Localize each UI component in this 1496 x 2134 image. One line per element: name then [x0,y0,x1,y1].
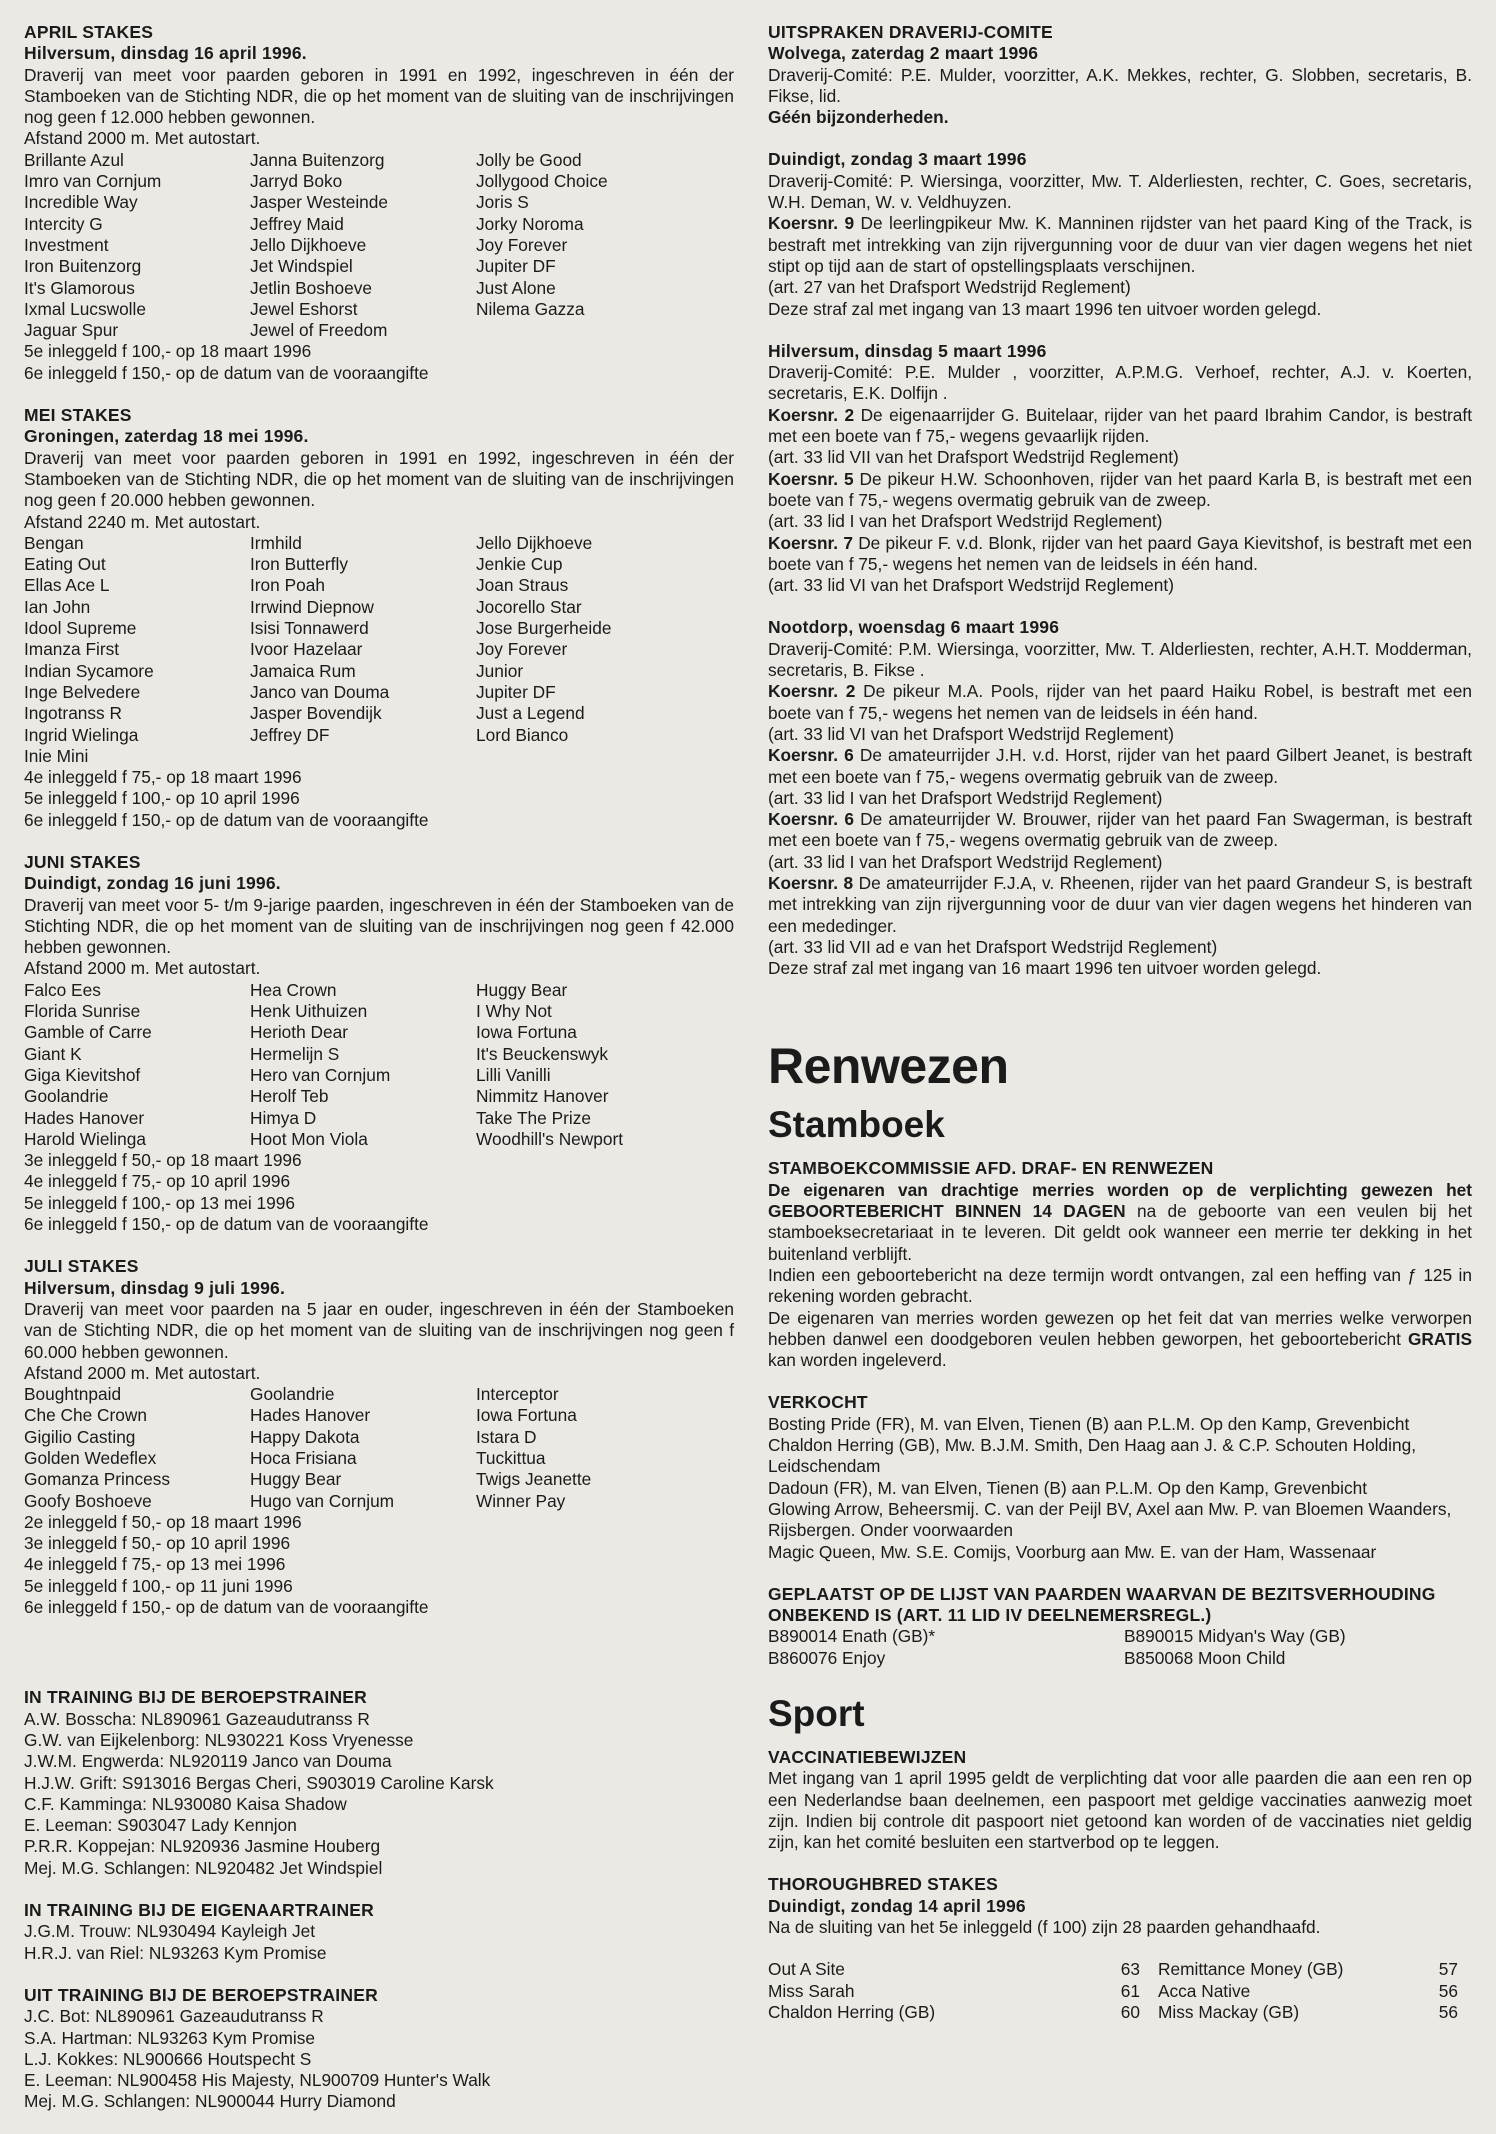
stamboek-heading: Stamboek [768,1104,945,1146]
ruling-number: Koersnr. 8 [768,872,854,893]
ruling-text: De amateurrijder W. Brouwer, rijder van het paard Fan Swagerman, is bestraft met een boete van f 75,- wegens overmatig gebruik van de zweep. [768,809,1473,851]
list-cell: Golden Wedeflex [24,1448,157,1468]
comite-line: Draverij-Comité: P.M. Wiersinga, voorzitter, Mw. T. Alderliesten, rechter, A.H.T. Modderman, secretaris, B. Fikse . [768,638,1472,681]
sold-list [768,1414,1472,1563]
list-cell: Herioth Dear [250,1022,348,1043]
ruling-number: Koersnr. 9 [768,213,855,234]
list-cell: Joy Forever [476,234,568,255]
list-cell: Janna Buitenzorg [250,149,385,170]
list-line: Dadoun (FR), M. van Elven, Tienen (B) aan P.L.M. Op den Kamp, Grevenbicht [768,1477,1368,1498]
ruling-item [768,852,1472,873]
horse-score: 61 [1120,1980,1140,2001]
stamboekcommissie-section [768,1158,1472,1371]
list-cell: Che Che Crown [24,1405,147,1426]
list-cell: Jenkie Cup [476,554,563,575]
list-cell: I Why Not [476,1001,552,1022]
list-cell: Ivoor Hazelaar [250,639,363,660]
list-cell: Just a Legend [476,703,585,724]
list-line: E. Leeman: S903047 Lady Kennjon [24,1815,297,1836]
list-cell: Inie Mini [24,745,89,766]
ruling-text: (art. 33 lid VII ad e van het Drafsport Wedstrijd Reglement) [768,936,1218,957]
horse-score: 56 [1438,1980,1458,2001]
juli-stakes-section [24,1256,734,1618]
list-cell: Iron Poah [250,575,325,596]
list-cell: Goolandrie [250,1384,335,1405]
section-text: Met ingang van 1 april 1995 geldt de verplichting dat voor alle paarden die aan een ren op een Nederlandse baan deelnemen, een paspoort met geldige vaccinaties aanwezig moet zijn. Indien bij controle dit paspoort niet getoond kan worden of de vaccinaties niet geldig zijn, kan het comité besluiten een startverbod op te leggen. [768,1768,1472,1853]
section-title: APRIL STAKES [24,22,154,42]
ruling-text: (art. 33 lid VI van het Drafsport Wedstrijd Reglement) [768,723,1174,744]
list-cell: Bengan [24,532,84,553]
section-title: UIT TRAINING BIJ DE BEROEPSTRAINER [24,1984,378,2005]
ruling-text: (art. 27 van het Drafsport Wedstrijd Reglement) [768,277,1131,298]
section-subtitle: Hilversum, dinsdag 16 april 1996. [24,43,307,64]
list-cell: B890015 Midyan's Way (GB) [1124,1626,1346,1647]
ruling-item [768,788,1472,809]
list-cell: Irmhild [250,532,302,553]
left-column [24,22,734,2134]
section-description: Draverij van meet voor paarden geboren in 1991 en 1992, ingeschreven in één der Stamboeken van de Stichting NDR, die op het moment van de sluiting van de inschrijvingen nog geen f 20.000 hebben gewonnen. [24,447,734,511]
section-title: JUNI STAKES [24,851,141,872]
list-line: 4e inleggeld f 75,- op 10 april 1996 [24,1171,291,1192]
list-cell: Inge Belvedere [24,681,141,702]
list-cell: Jose Burgerheide [476,618,612,639]
ruling-item [768,533,1472,576]
list-cell: Just Alone [476,277,556,298]
list-line: 4e inleggeld f 75,- op 18 maart 1996 [24,767,302,788]
list-line: 5e inleggeld f 100,- op 13 mei 1996 [24,1192,295,1213]
list-cell: Jupiter DF [476,681,556,702]
list-cell: Jorky Noroma [476,213,584,234]
ruling-text: (art. 33 lid I van het Drafsport Wedstrijd Reglement) [768,851,1163,872]
ruling-item [768,299,1472,320]
list-cell: Boughtnpaid [24,1384,122,1405]
juni-stakes-section [24,852,734,1235]
comite-line: Draverij-Comité: P.E. Mulder, voorzitter, A.K. Mekkes, rechter, G. Slobben, secretaris, B. Fikse, lid. [768,64,1472,106]
horse-name: Miss Mackay (GB) [1158,2001,1300,2022]
list-cell: Jello Dijkhoeve [250,234,367,255]
horse-score: 57 [1438,1959,1458,1980]
nootdorp-section [768,617,1472,979]
list-cell: Jewel Eshorst [250,298,358,319]
horse-score: 56 [1438,2001,1458,2022]
section-subtitle: Duindigt, zondag 3 maart 1996 [768,149,1027,170]
list-cell [250,746,476,767]
section-description: Draverij van meet voor paarden geboren in 1991 en 1992, ingeschreven in één der Stamboeken van de Stichting NDR, die op het moment van de sluiting van de inschrijvingen nog geen f 12.000 hebben gewonnen. [24,64,734,128]
list-line: 6e inleggeld f 150,- op de datum van de vooraangifte [24,362,429,383]
list-cell: Jello Dijkhoeve [476,532,593,553]
list-cell: Giga Kievitshof [24,1064,141,1085]
right-column [768,22,1472,2044]
list-cell: B890014 Enath (GB)* [768,1626,936,1647]
april-stakes-section [24,22,734,384]
list-cell: Joris S [476,192,529,213]
list-cell: Jasper Bovendijk [250,703,382,724]
ruling-item [768,681,1472,724]
horse-name: Chaldon Herring (GB) [768,2001,936,2022]
list-cell: Ingotranss R [24,703,122,724]
section-title: IN TRAINING BIJ DE EIGENAARTRAINER [24,1900,375,1921]
list-cell: Take The Prize [476,1107,591,1128]
list-cell: Hermelijn S [250,1043,340,1064]
list-line: J.C. Bot: NL890961 Gazeaudutranss R [24,2006,324,2027]
list-cell: Iron Buitenzorg [24,256,142,277]
list-line: 3e inleggeld f 50,- op 10 april 1996 [24,1533,291,1554]
ruling-text: De amateurrijder F.J.A, v. Rheenen, rijder van het paard Grandeur S, is bestraft met intrekking van zijn rijvergunning voor de duur van vier dagen wegens het hinderen van een mededinger. [768,872,1472,936]
list-line: Magic Queen, Mw. S.E. Comijs, Voorburg aan Mw. E. van der Ham, Wassenaar [768,1541,1377,1562]
list-cell: Henk Uithuizen [250,1001,368,1022]
list-cell: Idool Supreme [24,618,137,639]
ruling-item [768,511,1472,532]
list-cell: It's Beuckenswyk [476,1043,608,1064]
list-line: 5e inleggeld f 100,- op 10 april 1996 [24,788,300,809]
list-cell: It's Glamorous [24,277,135,298]
list-cell: Imro van Cornjum [24,171,162,192]
ruling-text: (art. 33 lid VII van het Drafsport Wedstrijd Reglement) [768,447,1179,468]
list-cell: Jocorello Star [476,596,582,617]
list-cell: Hoca Frisiana [250,1448,357,1468]
list-line: L.J. Kokkes: NL900666 Houtspecht S [24,2048,312,2069]
list-cell: Hades Hanover [24,1107,145,1128]
list-cell: Hoot Mon Viola [250,1128,368,1149]
ruling-text: De pikeur F. v.d. Blonk, rijder van het paard Gaya Kievitshof, is bestraft met een boete van f 75,- wegens het nemen van de leidsels in één hand. [768,532,1472,574]
list-cell: Istara D [476,1426,537,1447]
ruling-text: (art. 33 lid VI van het Drafsport Wedstrijd Reglement) [768,575,1174,596]
list-cell: Ian John [24,596,91,617]
list-cell: Nilema Gazza [476,298,585,319]
intro-paragraph [768,1180,1472,1265]
section-title: IN TRAINING BIJ DE BEROEPSTRAINER [24,1687,368,1708]
comite-line: Draverij-Comité: P. Wiersinga, voorzitter, Mw. T. Alderliesten, rechter, C. Goes, secretaris, W.H. Deman, W. v. Veldhuyzen. [768,170,1472,213]
list-line: Chaldon Herring (GB), Mw. B.J.M. Smith, Den Haag aan J. & C.P. Schouten Holding, Leidschendam [768,1435,1417,1477]
list-line: J.G.M. Trouw: NL930494 Kayleigh Jet [24,1921,316,1942]
list-cell: Janco van Douma [250,681,390,702]
section-title: VERKOCHT [768,1392,868,1413]
list-cell: Twigs Jeanette [476,1469,592,1490]
list-line: Bosting Pride (FR), M. van Elven, Tienen (B) aan P.L.M. Op den Kamp, Grevenbicht [768,1413,1410,1434]
ruling-item [768,809,1472,852]
free-text-a: De eigenaren van merries worden gewezen op het feit dat van merries welke verworpen hebben danwel een doodgeboren veulen hebben geworpen, het geboortebericht [768,1307,1472,1349]
fee-list [24,767,734,831]
ruling-item [768,213,1472,277]
list-cell [476,746,702,767]
list-line: 5e inleggeld f 100,- op 18 maart 1996 [24,341,312,362]
fee-list [24,341,734,384]
thoroughbred-section [768,1874,1472,2023]
list-cell: Ellas Ace L [24,575,110,596]
list-line: H.J.W. Grift: S913016 Bergas Cheri, S903019 Caroline Karsk [24,1772,494,1793]
ruling-number: Koersnr. 5 [768,468,854,489]
section-title: VACCINATIEBEWIJZEN [768,1747,967,1767]
list-cell: Nimmitz Hanover [476,1086,609,1107]
horse-list [24,1384,734,1512]
section-title: UITSPRAKEN DRAVERIJ-COMITE [768,22,1053,42]
list-cell: Junior [476,660,524,681]
list-line: J.W.M. Engwerda: NL920119 Janco van Douma [24,1751,392,1772]
list-cell: Jeffrey DF [250,724,330,745]
list-cell: Intercity G [24,213,103,234]
section-title: STAMBOEKCOMMISSIE AFD. DRAF- EN RENWEZEN [768,1158,1214,1179]
list-cell: Iron Butterfly [250,554,348,575]
ruling-number: Koersnr. 6 [768,809,854,830]
ruling-text: De pikeur M.A. Pools, rijder van het paard Haiku Robel, is bestraft met een boete van f 75,- wegens het nemen van de leidsels in één hand. [768,681,1472,723]
list-cell: Iowa Fortuna [476,1022,577,1043]
note-line: Géén bijzonderheden. [768,107,949,128]
trainer-list [24,2006,734,2112]
list-line: E. Leeman: NL900458 His Majesty, NL900709 Hunter's Walk [24,2070,491,2091]
list-line: P.R.R. Koppejan: NL920936 Jasmine Houberg [24,1836,381,1857]
list-cell: Jupiter DF [476,256,556,277]
ruling-item [768,873,1472,937]
list-cell: Huggy Bear [250,1469,342,1490]
list-cell: Hades Hanover [250,1405,371,1426]
trainer-list [24,1921,734,1964]
ruling-text: De leerlingpikeur Mw. K. Manninen rijdster van het paard King of the Track, is bestraft met intrekking van zijn rijvergunning voor de duur van vier dagen wegens het niet stipt op tijd aan de start of opstellingsplaats verschijnen. [768,213,1472,276]
list-line: Mej. M.G. Schlangen: NL900044 Hurry Diamond [24,2091,396,2112]
free-text-b: GRATIS [1407,1328,1472,1349]
list-line: H.R.J. van Riel: NL93263 Kym Promise [24,1942,327,1963]
list-cell: Goofy Boshoeve [24,1490,152,1511]
list-cell: B860076 Enjoy [768,1647,886,1668]
section-subtitle: Groningen, zaterdag 18 mei 1996. [24,426,309,447]
list-cell: Investment [24,234,109,255]
list-line: Glowing Arrow, Beheersmij. C. van der Peijl BV, Axel aan Mw. P. van Bloemen Waanders, Rijsbergen. Onder voorwaarden [768,1498,1452,1541]
ruling-text: Deze straf zal met ingang van 16 maart 1996 ten uitvoer worden gelegd. [768,958,1322,979]
list-line: C.F. Kamminga: NL930080 Kaisa Shadow [24,1793,347,1814]
list-cell: Jollygood Choice [476,171,608,192]
ruling-item [768,958,1472,979]
list-cell [476,320,702,341]
list-cell: Iowa Fortuna [476,1405,577,1426]
horse-score: 60 [1120,2001,1140,2022]
list-line: 6e inleggeld f 150,- op de datum van de vooraangifte [24,1597,429,1618]
uit-training-section [24,1985,734,2113]
mei-stakes-section [24,405,734,831]
free-text-c: kan worden ingeleverd. [768,1350,947,1371]
list-cell: Falco Ees [24,979,101,1000]
duindigt-section [768,149,1472,319]
ruling-list [768,213,1472,319]
list-cell: Brillante Azul [24,149,124,170]
list-cell: Ixmal Lucswolle [24,298,146,319]
list-cell: Giant K [24,1043,82,1064]
ruling-item [768,405,1472,448]
horse-name: Remittance Money (GB) [1158,1959,1344,1980]
list-line: S.A. Hartman: NL93263 Kym Promise [24,2027,316,2048]
training-eigenaar-section [24,1900,734,1964]
horse-score: 63 [1120,1959,1140,1980]
sport-heading: Sport [768,1693,865,1734]
list-cell: Jeffrey Maid [250,213,344,234]
ruling-number: Koersnr. 7 [768,532,853,553]
list-cell: Gomanza Princess [24,1469,170,1490]
list-cell: Isisi Tonnawerd [250,618,369,639]
list-line: Mej. M.G. Schlangen: NL920482 Jet Windspiel [24,1857,383,1878]
list-cell: Woodhill's Newport [476,1128,624,1149]
ruling-text: (art. 33 lid I van het Drafsport Wedstrijd Reglement) [768,511,1163,532]
list-line: 3e inleggeld f 50,- op 18 maart 1996 [24,1150,302,1171]
list-cell: Tuckittua [476,1448,546,1468]
list-cell: Jarryd Boko [250,171,343,192]
list-cell: Winner Pay [476,1490,566,1511]
ruling-item [768,937,1472,958]
ownership-list [768,1626,1472,1669]
list-cell: Lilli Vanilli [476,1064,551,1085]
list-cell: Himya D [250,1107,317,1128]
list-cell: Joan Straus [476,575,569,596]
ruling-text: De eigenaarrijder G. Buitelaar, rijder van het paard Ibrahim Candor, is bestraft met een boete van f 75,- wegens gevaarlijk rijden. [768,404,1472,447]
geplaatst-section [768,1584,1472,1669]
list-line: 5e inleggeld f 100,- op 11 juni 1996 [24,1575,293,1596]
ruling-text: De amateurrijder J.H. v.d. Horst, rijder van het paard Gilbert Jeanet, is bestraft met een boete van f 75,- wegens overmatig gebruik van de zweep. [768,745,1472,787]
horse-name: Out A Site [768,1959,845,1980]
list-cell: Imanza First [24,639,120,660]
score-table [768,1959,1472,2023]
list-cell: Hugo van Cornjum [250,1490,395,1511]
hilversum-section [768,341,1472,597]
intro-bold: De eigenaren van drachtige merries worden op de verplichting gewezen het GEBOORTEBERICHT BINNEN 14 DAGEN [768,1179,1472,1222]
distance-line: Afstand 2000 m. Met autostart. [24,958,261,979]
list-cell: B850068 Moon Child [1124,1647,1286,1668]
list-cell: Happy Dakota [250,1426,360,1447]
vaccinatie-section [768,1747,1472,1853]
ruling-text: De pikeur H.W. Schoonhoven, rijder van het paard Karla B, is bestraft met een boete van f 75,- wegens overmatig gebruik van de zweep. [768,468,1472,510]
ruling-item [768,447,1472,468]
list-line: 2e inleggeld f 50,- op 18 maart 1996 [24,1511,302,1532]
fee-paragraph: Indien een geboortebericht na deze termijn wordt ontvangen, zal een heffing van ƒ 125 in rekening worden gebracht. [768,1264,1472,1307]
fee-list [24,1150,734,1235]
renwezen-heading: Renwezen [768,1038,1009,1095]
list-cell: Huggy Bear [476,979,568,1000]
horse-list [24,150,734,342]
ruling-item [768,277,1472,298]
list-cell: Eating Out [24,554,106,575]
distance-line: Afstand 2240 m. Met autostart. [24,511,261,532]
distance-line: Afstand 2000 m. Met autostart. [24,1362,261,1383]
list-cell: Jewel of Freedom [250,320,388,341]
free-paragraph [768,1308,1472,1372]
ruling-item [768,745,1472,788]
list-cell: Hero van Cornjum [250,1064,391,1085]
section-subtitle: Hilversum, dinsdag 5 maart 1996 [768,340,1047,361]
list-cell: Goolandrie [24,1086,109,1107]
trainer-list [24,1709,734,1879]
wolvega-section [768,22,1472,128]
list-cell: Jaguar Spur [24,320,119,341]
list-line: 4e inleggeld f 75,- op 13 mei 1996 [24,1554,286,1575]
list-cell: Jet Windspiel [250,256,353,277]
section-title: MEI STAKES [24,405,132,426]
fee-list [24,1512,734,1618]
ruling-item [768,469,1472,512]
horse-list [24,980,734,1150]
section-subtitle: Duindigt, zondag 16 juni 1996. [24,873,281,894]
list-line: 6e inleggeld f 150,- op de datum van de vooraangifte [24,1214,429,1235]
section-subtitle: Hilversum, dinsdag 9 juli 1996. [24,1277,286,1298]
list-line: 6e inleggeld f 150,- op de datum van de vooraangifte [24,809,429,830]
section-title: GEPLAATST OP DE LIJST VAN PAARDEN WAARVAN DE BEZITSVERHOUDING ONBEKEND IS (ART. 11 LID IV DEELNEMERSREGL.) [768,1583,1436,1626]
list-cell: Incredible Way [24,192,138,213]
list-cell: Jamaica Rum [250,660,356,681]
horse-list [24,533,734,767]
list-cell: Jolly be Good [476,149,582,170]
horse-name: Acca Native [1158,1980,1251,2001]
list-cell: Jasper Westeinde [250,192,389,213]
horse-name: Miss Sarah [768,1980,855,2001]
ruling-item [768,575,1472,596]
list-cell: Gamble of Carre [24,1022,152,1043]
list-cell: Joy Forever [476,639,568,660]
list-line: A.W. Bosscha: NL890961 Gazeaudutranss R [24,1708,370,1729]
section-description: Draverij van meet voor paarden na 5 jaar en ouder, ingeschreven in één der Stamboeken van de Stichting NDR, die op het moment van de sluiting van de inschrijvingen nog geen f 60.000 hebben gewonnen. [24,1298,734,1362]
section-subtitle: Duindigt, zondag 14 april 1996 [768,1895,1026,1916]
distance-line: Afstand 2000 m. Met autostart. [24,128,261,149]
list-cell: Ingrid Wielinga [24,724,139,745]
list-cell: Indian Sycamore [24,660,154,681]
ruling-number: Koersnr. 2 [768,404,855,425]
list-cell: Gigilio Casting [24,1426,136,1447]
ruling-list [768,681,1472,979]
section-subtitle: Nootdorp, woensdag 6 maart 1996 [768,617,1060,638]
ruling-text: Deze straf zal met ingang van 13 maart 1996 ten uitvoer worden gelegd. [768,298,1322,319]
ruling-number: Koersnr. 6 [768,745,854,766]
verkocht-section [768,1392,1472,1562]
list-cell: Irrwind Diepnow [250,596,374,617]
list-line: G.W. van Eijkelenborg: NL930221 Koss Vryenesse [24,1729,414,1750]
section-description: Draverij van meet voor 5- t/m 9-jarige paarden, ingeschreven in één der Stamboeken van de Stichting NDR, die op het moment van de sluiting van de inschrijvingen nog geen f 42.000 hebben gewonnen. [24,894,734,958]
section-text: Na de sluiting van het 5e inleggeld (f 100) zijn 28 paarden gehandhaafd. [768,1917,1321,1938]
list-cell: Florida Sunrise [24,1001,141,1022]
training-beroeps-section [24,1687,734,1879]
list-cell: Hea Crown [250,979,337,1000]
section-title: JULI STAKES [24,1256,139,1277]
section-subtitle: Wolvega, zaterdag 2 maart 1996 [768,43,1039,64]
ruling-item [768,724,1472,745]
list-cell: Interceptor [476,1384,559,1405]
intro-rest: na de geboorte van een veulen bij het stamboeksecretariaat in te leveren. Dit geldt ook wanneer een merrie ter dekking in het buitenland verblijft. [768,1201,1472,1264]
ruling-number: Koersnr. 2 [768,681,856,702]
list-cell: Jetlin Boshoeve [250,277,373,298]
list-cell: Harold Wielinga [24,1128,146,1149]
ruling-text: (art. 33 lid I van het Drafsport Wedstrijd Reglement) [768,787,1163,808]
comite-line: Draverij-Comité: P.E. Mulder , voorzitter, A.P.M.G. Verhoef, rechter, A.J. v. Koerten, secretaris, E.K. Dolfijn . [768,362,1472,404]
list-cell: Herolf Teb [250,1086,329,1107]
ruling-list [768,405,1472,597]
section-title: THOROUGHBRED STAKES [768,1874,999,1895]
list-cell: Lord Bianco [476,724,569,745]
